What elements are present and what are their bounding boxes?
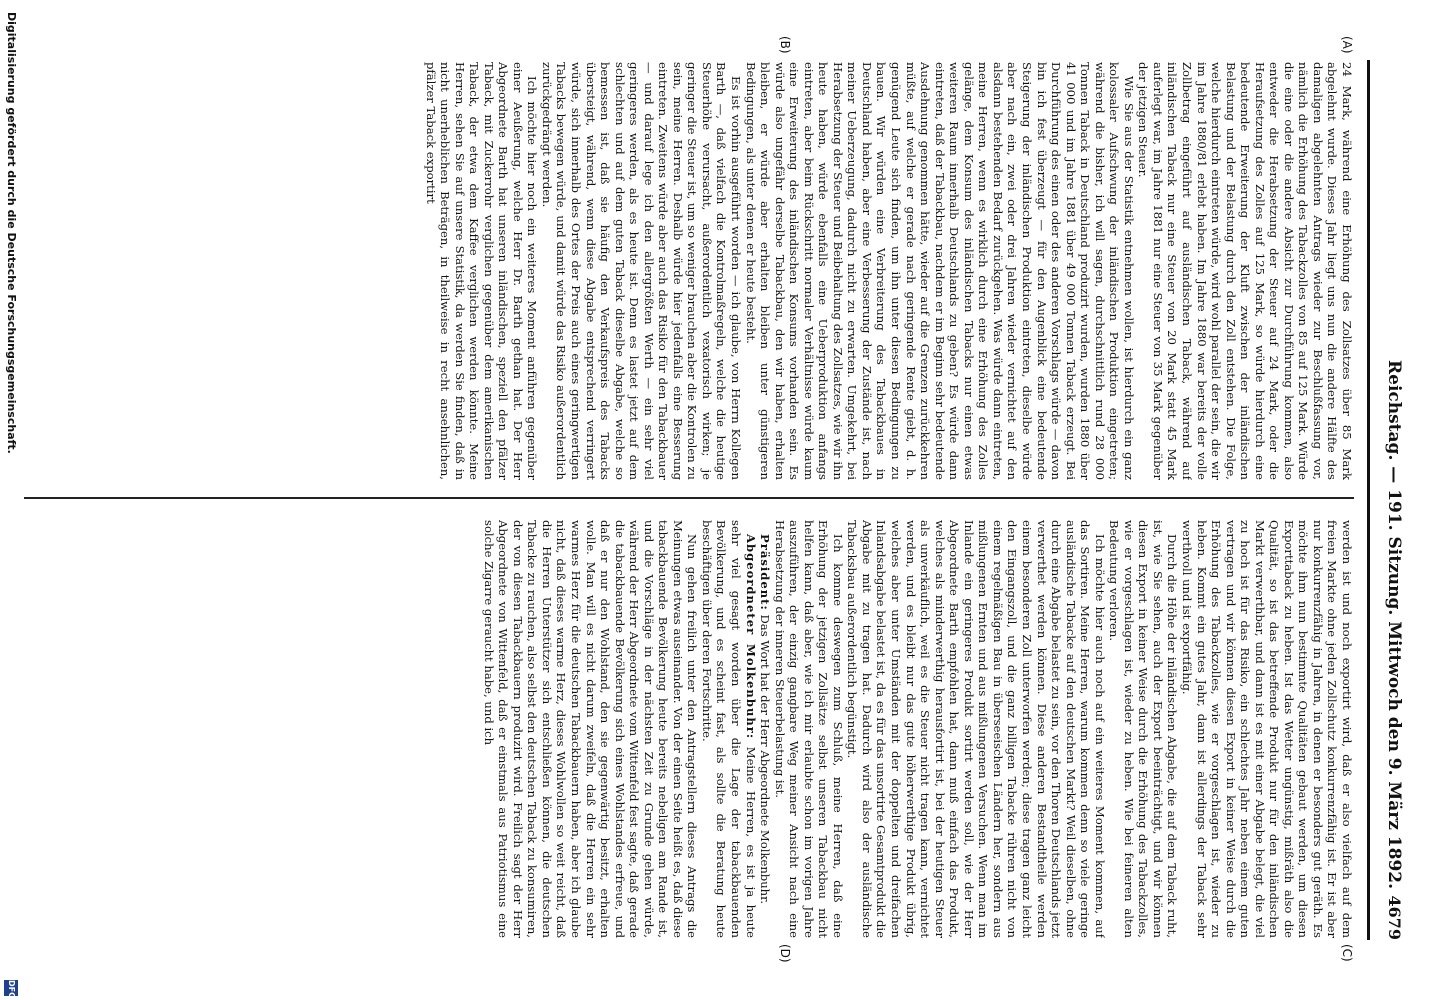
speaker-text: Meine Herren, es ist ja heute sehr viel gesagt worden über die Lage der tabackbauenden Bevölkerung, und es scheint fast, als sollte die Beratung heute beschäftigen über deren Fortschritte. [699,520,758,938]
president-label: Präsident: [758,534,773,611]
column-divider [24,497,1354,499]
header-title: Reichstag. — 191. Sitzung. Mittwoch den 9. März 1892. [1384,360,1404,890]
text-column-right [24,520,1354,938]
header-rule [1367,60,1370,940]
paragraph: Ich komme deswegen zum Schluß, meine Herren, daß eine Erhöhung der jetzigen Zollsätze selbst unseren Tabackbau nicht helfen kann, daß aber, wie ich mir erlaubte schon im vorigen Jahre auszuführen, der einzig gangbare Weg meiner Ansicht nach eine Herabsetzung der inneren Steuerbelastung ist. [772,520,845,938]
margin-marker-a: (A) [1340,36,1354,54]
margin-marker-b: (B) [778,36,792,54]
paragraph: Ich möchte hier noch ein weiteres Moment anführen gegenüber einer Aeußerung, welche Herr Dr. Barth gethan hat. Der Herr Abgeordnete Barth hat unseren inländischen, speziell den pfälzer Taback, mit Zuckerrohr verglichen gegenüber dem amerikanischen Taback, der etwa dem Kaffee verglichen werden könnte. Meine Herren, sehen Sie auf unsere Statistik, da werden Sie finden, daß in nicht unerheblichen Beträgen, in theilweise in recht ansehnlichen, pfälzer Taback exportirt [423,62,540,480]
margin-marker-c: (C) [1340,944,1354,962]
paragraph: 24 Mark, während eine Erhöhung des Zollsatzes über 85 Mark abgelehnt wurde. Dieses Jahr liegt uns nun die andere Hälfte des damaligen abgelehnten Antrags wieder zur Beschlußfassung vor, nämlich die Erhöhung des Tabackzolles von 85 auf 125 Mark. Würde die eine oder die andere Absicht zur Durchführung kommen, also entweder die Herabsetzung der Steuer auf 24 Mark, oder die Heraufsetzung des Zolles auf 125 Mark, so würde hierdurch eine bedeutende Erweiterung der Kluft zwischen der inländischen Belastung und der Belastung durch den Zoll entstehen. Die Folge, welche hierdurch eintreten würde, wird wohl parallel der sein, die wir im Jahre 1880/81 erlebt haben. Im Jahre 1880 war bereits der volle Zollbetrag eingeführt auf ausländischen Taback, während auf inländischen Taback nur eine Steuer von 20 Mark statt 45 Mark auferlegt war, im Jahre 1881 nur eine Steuer von 35 Mark gegenüber der jetzigen Steuer. [1136,62,1354,480]
digitization-credit [0,0,20,1000]
paragraph: Nun gehen freilich unter den Antragstellern dieses Antrags die Meinungen etwas auseinander. Von der einen Seite heißt es, daß diese tabackbauende Bevölkerung heute bereits nebeligen am Rande ist, und die Vorschläge in der nächsten Zeit zu Grunde gehen würde, während der Herr Abgeordnete vom Wittenfeld fest sagte, daß gerade die tabackbauende Bevölkerung sich eines Wohlstandes erfreue, und daß er nur den Wohlstand, den sie gegenwärtig besitzt, erhalten wolle. Man will es nicht darum zweifeln, daß die Herren ein sehr warmes Herz für die deutschen Tabackbauern haben, aber ich glaube nicht, daß dieses warme Herz, dieses Wohlwollen so weit reicht, daß die Herren Unterstützer sich entschließen können, die deutschen Tabacke zu rauchen, also selbst den deutschen Taback zu konsumiren, der von diesen Tabackbauern produzirt wird. Freilich sagt der Herr Abgeordnete von Wittenfeld, daß er einstmals aus Patriotismus eine solche Zigarre geraucht habe, und ich [481,520,700,938]
paragraph: Es ist vorhin ausgeführt worden — ich glaube, von Herrn Kollegen Barth —, daß vielfach die Kontrolmaßregeln, welche die heutige Steuerhöhe verursacht, außerordentlich vexatorisch wirken; je geringer die Steuer ist, um so weniger brauchen aber die Kontrolen zu sein, meine Herren. Deshalb würde hier jedenfalls eine Besserung eintreten. Zweitens würde aber auch das Risiko für den Tabackbauer — und darauf lege ich den allergrößten Werth — ein sehr viel geringeres werden, als es heute ist. Denn es lastet jetzt auf dem schlechten und auf dem guten Taback dieselbe Abgabe, welche so bemessen ist, daß sie häufig den Verkaufspreis des Tabacks übersteigt, während, wenn diese Abgabe entsprechend verringert würde, sich innerhalb des Ortes der Preis auch eines geringwertigen Tabacks bewegen würde, und damit würde das Risiko außerordentlich zurückgedrängt werden. [539,62,744,480]
paragraph: Wie Sie aus der Statistik entnehmen wollen, ist hierdurch ein ganz kolossaler Aufschwung der inländischen Produktion eingetreten; während die bisher, ich will sagen, durchschnittlich rund 28 000 Tonnen Taback in Deutschland produzirt wurden, wurden 1880 über 41 000 und im Jahre 1881 über 49 000 Tonnen Taback erzeugt. Bei Durchführung des einen oder des anderen Vorschlags würde — davon bin ich fest überzeugt — für den Augenblick eine bedeutende Steigerung der inländischen Produktion eintreten, dieselbe würde aber nach ein, zwei oder drei Jahren wieder vernichtet auf den alsdann bestehenden Bedarf zurückgehen. Was würde dann eintreten, meine Herren, wenn es wirklich durch eine Erhöhung des Zolles gelänge, dem Konsum des inländischen Tabacks nur einen etwas weiteren Raum innerhalb Deutschlands zu geben? Es würde dann eintreten, daß der Tabackbau, nachdem er im Beginn sehr bedeutende Ausdehnung genommen hätte, wieder auf die Grenzen zurückkehren müßte, auf welche er gerade nach geringende Rente giebt, d. h. genügend Leute sich finden, um ihn unter diesen Bedingungen zu bauen. Wir würden eine Verbreiterung des Tabackbaues in Deutschland haben, aber eine Verbesserung der Zustände ist, nach meiner Ueberzeugung, dadurch nicht zu erwarten. Umgekehrt, bei Herabsetzung der Steuer und Beibehaltung des Zollsatzes, wie wir ihn heute haben, würde ebenfalls eine Ueberproduktion anfangs eintreten, aber beim Rückschritt normaler Verhältnisse würde kaum eine Erweiterung des inländischen Konsums vorhanden sein. Es würde also ungefähr derselbe Tabackbau, den wir haben, erhalten bleiben, er würde aber erhalten bleiben unter günstigeren Bedingungen, als unter denen er heute besteht. [743,62,1136,480]
speaker-label: Abgeordneter Molkenbuhr: [743,534,758,740]
text-column-left [24,62,1354,480]
margin-marker-d: (D) [778,944,792,963]
president-text: Das Wort hat der Herr Abgeordnete Molkenbuhr. [758,610,773,905]
page-header [1376,60,1404,940]
page-number: 4679 [1385,895,1404,940]
paragraph: Durch die Höhe der inländischen Abgabe, die auf dem Taback ruht, ist, wie Sie sehen, auch der Export beeinträchtigt, und wir können diesen Export in keiner Weise durch die Erhöhung des Tabackzolles, wie er vorgeschlagen ist, wieder zu heben. Wie bei feineren alten Bedeutung verloren. [1107,520,1180,938]
speaker-paragraph [699,520,757,938]
paragraph: werden ist und noch exportirt wird, daß er also vielfach auf dem freien Markte ohne jeden Zollschutz konkurrenzfähig ist. Er ist aber nur konkurrenzfähig in Jahren, in denen er besonders gut geräth. Es möchte ihm nun bestimmte Qualitäten gebaut werden, um diesen Exporttaback zu heben. Ist das Wetter ungünstig, mißräth also die Qualität, so ist das betreffende Produkt nur für den inländischen Markt verwerthbar, und dann ist es mit einer Abgabe belegt, die viel zu hoch ist für das Risiko, ein schlechtes Jahr neben einem guten vertragen und wir können diesen Export in keiner Weise durch die Erhöhung des Tabackzolles, wie er vorgeschlagen ist, wieder zu heben. Kommt ein gutes Jahr, dann ist allerdings der Taback sehr werthvoll und ist exportfähig. [1179,520,1354,938]
credit-text: Digitalisierung gefördert durch die Deutsche Forschungsgemeinschaft. [5,12,18,454]
president-paragraph [758,520,773,938]
paragraph: Ich möchte hier auch noch auf ein weiteres Moment kommen, auf das Sortiren. Meine Herren, warum kommen denn so viele geringe ausländische Tabacke auf den deutschen Markt? Weil dieselben, ohne durch eine Abgabe belastet zu sein, vor den Thoren Deutschlands jetzt verwerthet werden können. Diese anderen Bestandtheile werden einem besonderen Zoll unterworfen werden; diese tragen ganz leicht den Eingangszoll, und die ganz billigen Tabacke rühren nicht von einem regelmäßigen Bau in überseeischen Ländern her, sondern aus mißlungenen Ernten und aus mißlungenen Versuchen. Wenn man im Inlande ein geringeres Produkt sortirt werden soll, wie der Herr Abgeordnete Barth empfohlen hat, dann muß einfach das Produkt, welches als minderwerthig herausfortirt ist, bei der heutigen Steuer als unverkäuflich, weil es die Steuer nicht tragen kann, vernichtet werden, und es bleibt nur das gute höherwerthige Produkt übrig, welches aber unter Umständen mit der doppelten und dreifachen Inlandsabgabe belastet ist, da es für das unsortirte Gesamtprodukt die Abgabe mit zu tragen hat. Dadurch wird also der ausländische Tabacksbau außerordentlich begünstigt. [845,520,1107,938]
dfg-logo-icon: DFG [4,980,18,996]
